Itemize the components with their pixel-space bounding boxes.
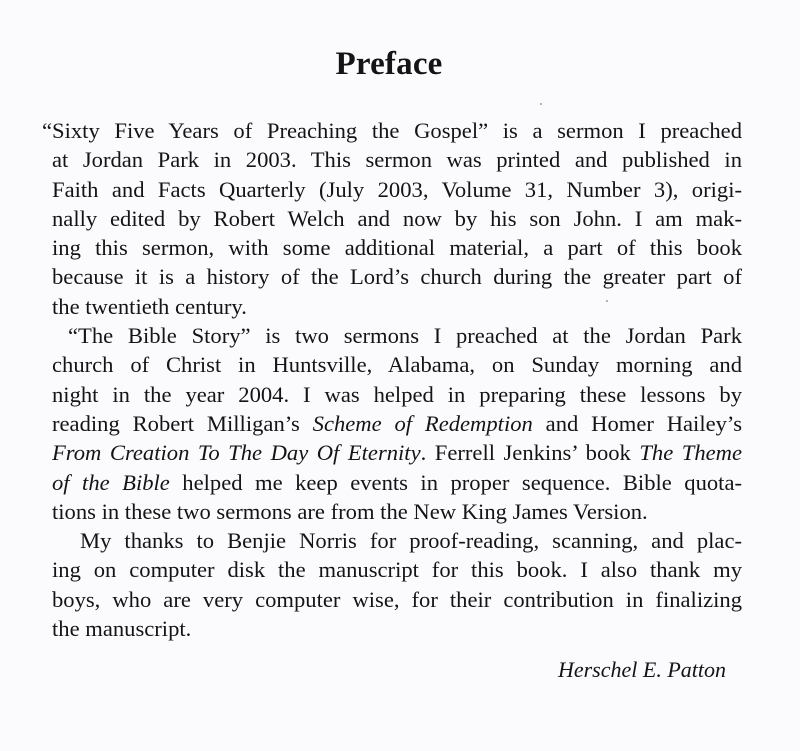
text-line (52, 438, 742, 467)
text-line: My thanks to Benjie Norris for proof-reading, scanning, and plac- (80, 528, 742, 554)
text-run: and Homer Hailey’s (532, 410, 742, 436)
text-run: reading Robert Milligan’s (52, 410, 313, 436)
text-run: helped me keep events in proper sequence. Bible quota- (169, 469, 743, 495)
paragraph-3 (52, 526, 742, 643)
text-line: because it is a history of the Lord’s church during the greater part of (52, 264, 742, 290)
text-line: ing this sermon, with some additional material, a part of this book (52, 235, 742, 261)
text-line: tions in these two sermons are from the New King James Version. (52, 498, 648, 524)
scan-speck (606, 300, 608, 302)
text-line: at Jordan Park in 2003. This sermon was printed and published in (52, 147, 742, 173)
text-line: the twentieth century. (52, 293, 247, 319)
text-line: “The Bible Story” is two sermons I preached at the Jordan Park (68, 323, 742, 349)
text-line: “Sixty Five Years of Preaching the Gospel” is a sermon I preached (42, 118, 742, 143)
text-run: . Ferrell Jenkins’ book (420, 440, 640, 466)
book-title-scheme-of-redemption: Scheme of Redemption (312, 410, 533, 436)
page-title: Preface (335, 46, 443, 82)
text-line: night in the year 2004. I was helped in preparing these lessons by (52, 381, 742, 407)
paragraph-2 (52, 321, 742, 526)
book-title-theme-of-bible-cont: of the Bible (52, 469, 170, 495)
text-line: boys, who are very computer wise, for their contribution in finalizing (52, 586, 742, 612)
text-line: nally edited by Robert Welch and now by his son John. I am mak- (52, 205, 742, 231)
text-line: Faith and Facts Quarterly (July 2003, Volume 31, Number 3), origi- (52, 176, 742, 202)
text-line (52, 409, 742, 438)
text-line: ing on computer disk the manuscript for this book. I also thank my (52, 557, 742, 583)
text-line: the manuscript. (52, 616, 192, 642)
author-signature: Herschel E. Patton (557, 657, 726, 682)
text-line: church of Christ in Huntsville, Alabama, on Sunday morning and (52, 352, 742, 378)
book-title-from-creation: From Creation To The Day Of Eternity (52, 440, 421, 466)
book-title-theme-of-bible: The Theme (639, 440, 742, 466)
paragraph-1 (42, 116, 742, 321)
scan-speck (540, 103, 542, 105)
preface-body (42, 116, 743, 643)
text-line (52, 468, 742, 497)
